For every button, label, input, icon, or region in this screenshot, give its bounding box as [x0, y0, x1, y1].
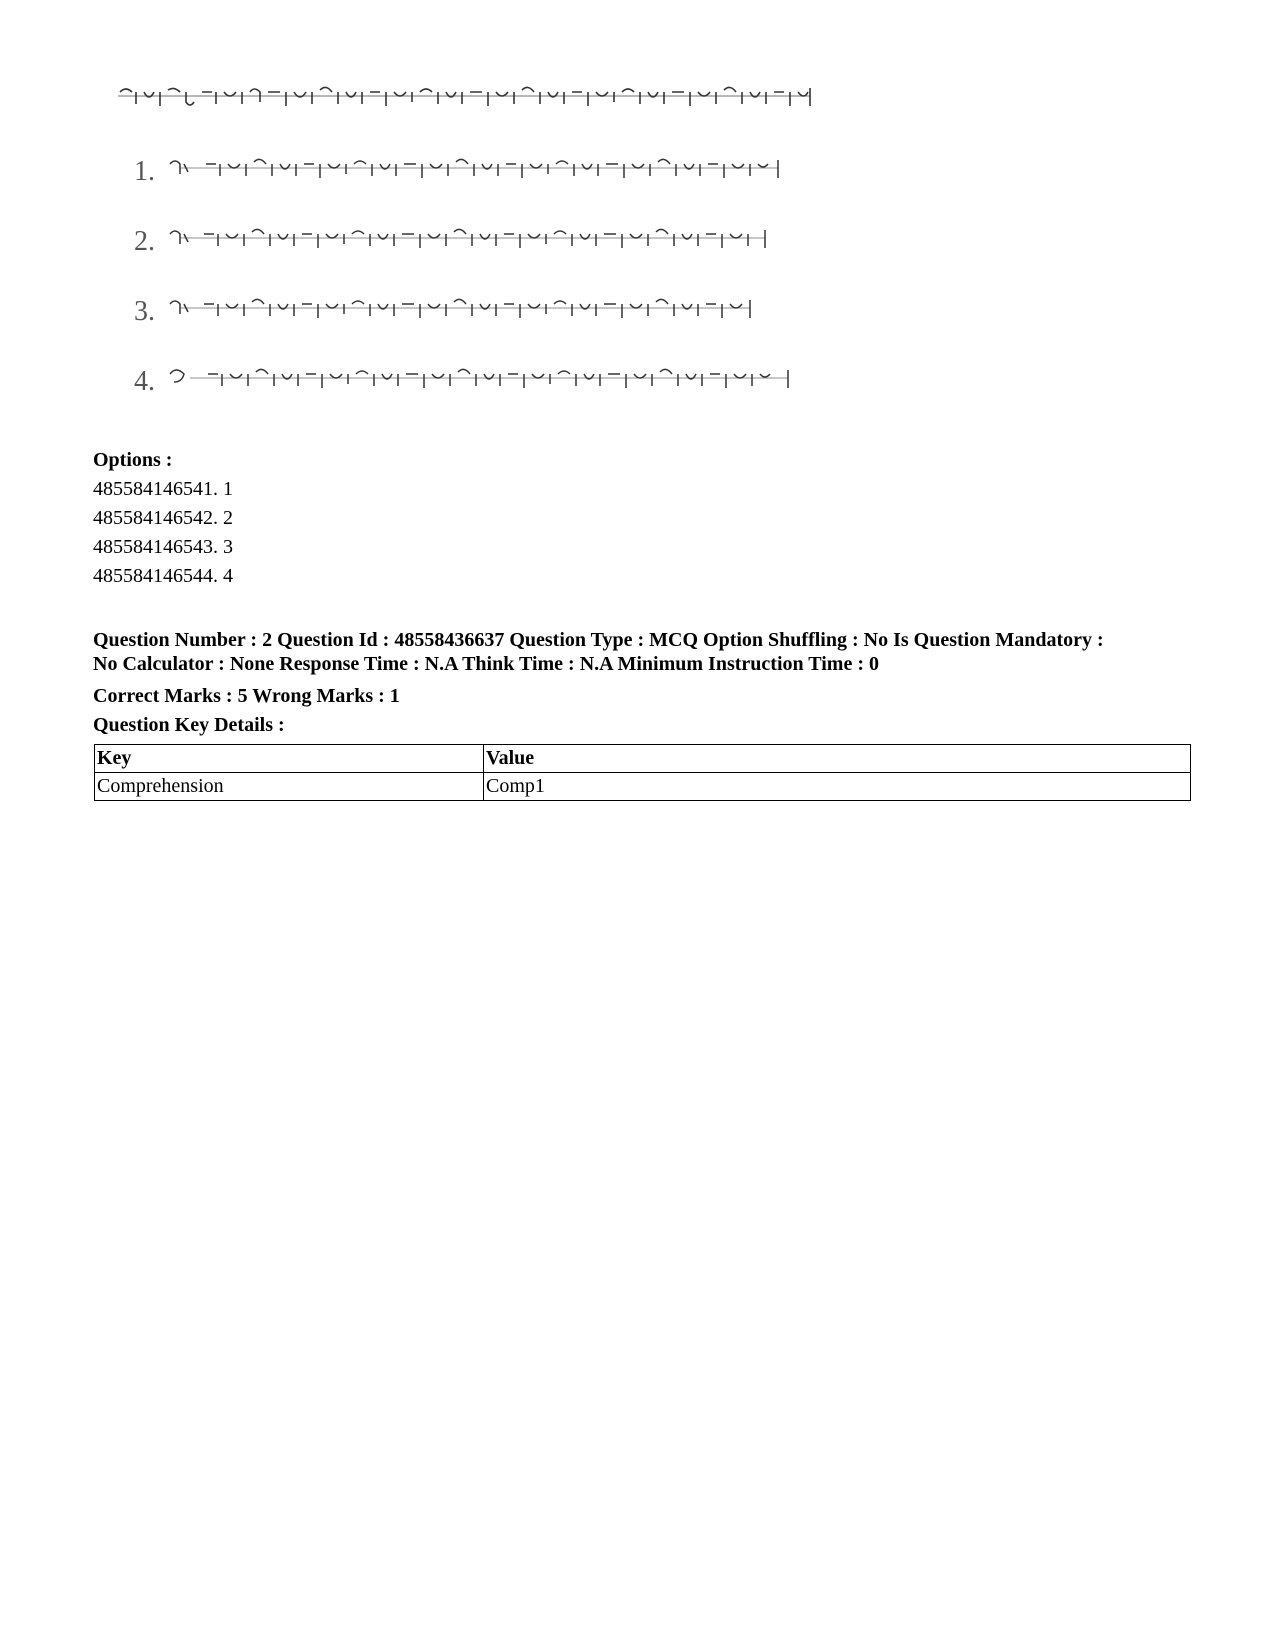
tibetan-item-3	[170, 299, 750, 318]
item-number-3: 3.	[134, 296, 155, 327]
option-item-2: 485584146542. 2	[93, 507, 233, 529]
table-header-value: Value	[484, 745, 1191, 773]
option-item-1: 485584146541. 1	[93, 478, 233, 500]
question-meta-line-2: No Calculator : None Response Time : N.A Think Time : N.A Minimum Instruction Time : 0	[93, 653, 879, 675]
key-details-table	[94, 744, 1191, 801]
table-row	[95, 773, 1191, 801]
question-text-image	[110, 78, 850, 423]
tibetan-item-2	[170, 229, 765, 248]
tibetan-question-line	[118, 87, 810, 106]
option-item-3: 485584146543. 3	[93, 536, 233, 558]
marks-line: Correct Marks : 5 Wrong Marks : 1	[93, 685, 400, 707]
item-number-4: 4.	[134, 366, 155, 397]
item-number-1: 1.	[134, 156, 155, 187]
item-number-2: 2.	[134, 226, 155, 257]
table-cell-key: Comprehension	[95, 773, 484, 801]
key-details-heading: Question Key Details :	[93, 714, 285, 736]
table-header-key: Key	[95, 745, 484, 773]
options-heading: Options :	[93, 449, 173, 471]
question-meta-section	[93, 628, 1193, 740]
table-header-row	[95, 745, 1191, 773]
tibetan-item-1	[170, 159, 778, 178]
option-item-4: 485584146544. 4	[93, 565, 233, 587]
question-meta-line-1: Question Number : 2 Question Id : 48558436637 Question Type : MCQ Option Shuffling : No Is Question Mandatory :	[93, 629, 1104, 651]
options-section	[93, 446, 233, 591]
tibetan-item-4	[170, 369, 788, 388]
table-cell-value: Comp1	[484, 773, 1191, 801]
tibetan-text-graphic	[110, 78, 850, 423]
